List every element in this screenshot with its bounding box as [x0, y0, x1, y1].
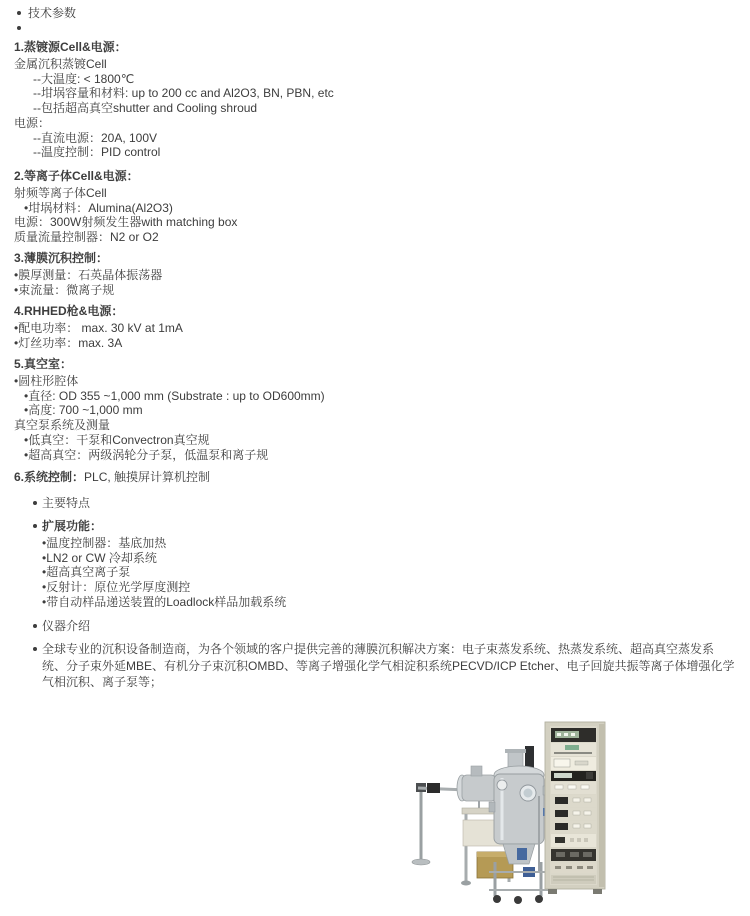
section-system-control [14, 470, 210, 485]
spec-line: --包括超高真空shutter and Cooling shroud [33, 101, 258, 116]
section-heading: 3.薄膜沉积控制： [14, 251, 109, 265]
deposition-system-photo [405, 712, 648, 908]
spec-line: 射频等离子体Cell [14, 186, 107, 200]
section-heading: 4.RHHED枪&电源： [14, 304, 124, 318]
spec-line: •束流量：微离子规 [14, 282, 115, 297]
list-item-instrument-intro [33, 619, 90, 634]
list-item-main-features [33, 496, 90, 511]
list-item-label: 主要特点 [42, 496, 91, 510]
spec-line: 真空泵系统及测量 [14, 418, 111, 433]
spec-line: •高度: 700 ~1,000 mm [24, 403, 143, 418]
expand-line: •超高真空离子泵 [42, 565, 131, 580]
top-bullet-list [17, 6, 76, 36]
spec-line: --大温度: < 1800℃ [33, 71, 135, 86]
list-item-company-intro [33, 641, 736, 691]
spec-line: •膜厚测量：石英晶体振荡器 [14, 268, 163, 282]
section-heading [14, 470, 210, 485]
section-film-deposition-control [14, 251, 162, 297]
spec-line: •直径: OD 355 ~1,000 mm (Substrate : up to OD600mm) [24, 388, 325, 403]
section-rhhed-gun [14, 304, 183, 350]
bullet-icon [33, 524, 37, 528]
spec-line: --直流电源：20A, 100V [33, 130, 158, 145]
spec-line: •低真空：干泵和Convectron真空规 [24, 432, 210, 447]
intro-paragraph: 全球专业的沉积设备制造商，为各个领域的客户提供完善的薄膜沉积解决方案：电子束蒸发系统、热蒸发系统、超高真空蒸发系统、分子束外延MBE、有机分子束沉积OMBD、等离子增强化学气相淀积系统PECVD/ICP Etcher、电子回旋共振等离子体增强化学气相沉积、离子泵等； [42, 642, 735, 689]
expand-line: •带自动样品递送装置的Loadlock样品加载系统 [42, 594, 287, 609]
spec-line: 金属沉积蒸镀Cell [14, 57, 107, 71]
spec-line: •圆柱形腔体 [14, 374, 79, 388]
spec-line: 电源： [14, 115, 51, 130]
spec-line: 质量流量控制器：N2 or O2 [14, 230, 159, 245]
expand-line: •反射计：原位光学厚度测控 [42, 580, 191, 595]
spec-line: --温度控制：PID control [33, 145, 161, 160]
list-item [17, 21, 76, 36]
section-plasma-cell [14, 169, 237, 245]
list-item [17, 6, 76, 21]
control-rack [545, 722, 605, 894]
bullet-icon [33, 624, 37, 628]
section-heading-rest: PLC, 触摸屏计算机控制 [84, 470, 211, 484]
spec-line: 电源：300W射频发生器with matching box [14, 215, 238, 230]
section-heading: 2.等离子体Cell&电源： [14, 169, 139, 183]
section-heading: 5.真空室： [14, 357, 73, 371]
expand-line: •LN2 or CW 冷却系统 [42, 550, 157, 565]
spec-line: •超高真空：两级涡轮分子泵，低温泵和离子规 [24, 447, 269, 462]
spec-line: --坩埚容量和材料: up to 200 cc and Al2O3, BN, PBN, etc [33, 86, 334, 101]
expand-heading-label: 扩展功能： [42, 519, 103, 533]
spec-line: •配电功率： max. 30 kV at 1mA [14, 321, 183, 335]
list-item-label: 仪器介绍 [42, 619, 91, 633]
list-item-expand-functions [33, 519, 286, 610]
section-heading: 1.蒸镀源Cell&电源： [14, 40, 127, 54]
bullet-icon [17, 26, 21, 30]
spec-line: •灯丝功率：max. 3A [14, 335, 123, 350]
expand-heading-row [33, 519, 286, 534]
spec-line: •坩埚材料：Alumina(Al2O3) [24, 200, 173, 215]
bullet-icon [33, 501, 37, 505]
bullet-icon [17, 11, 21, 15]
bullet-icon [33, 647, 37, 651]
expand-line: •温度控制器：基底加热 [42, 536, 167, 550]
section-evaporation-cell [14, 40, 334, 160]
expand-sublist [33, 536, 286, 610]
list-item-label: 技术参数 [28, 6, 77, 20]
section-heading-bold: 6.系统控制： [14, 470, 85, 484]
section-vacuum-chamber [14, 357, 325, 462]
